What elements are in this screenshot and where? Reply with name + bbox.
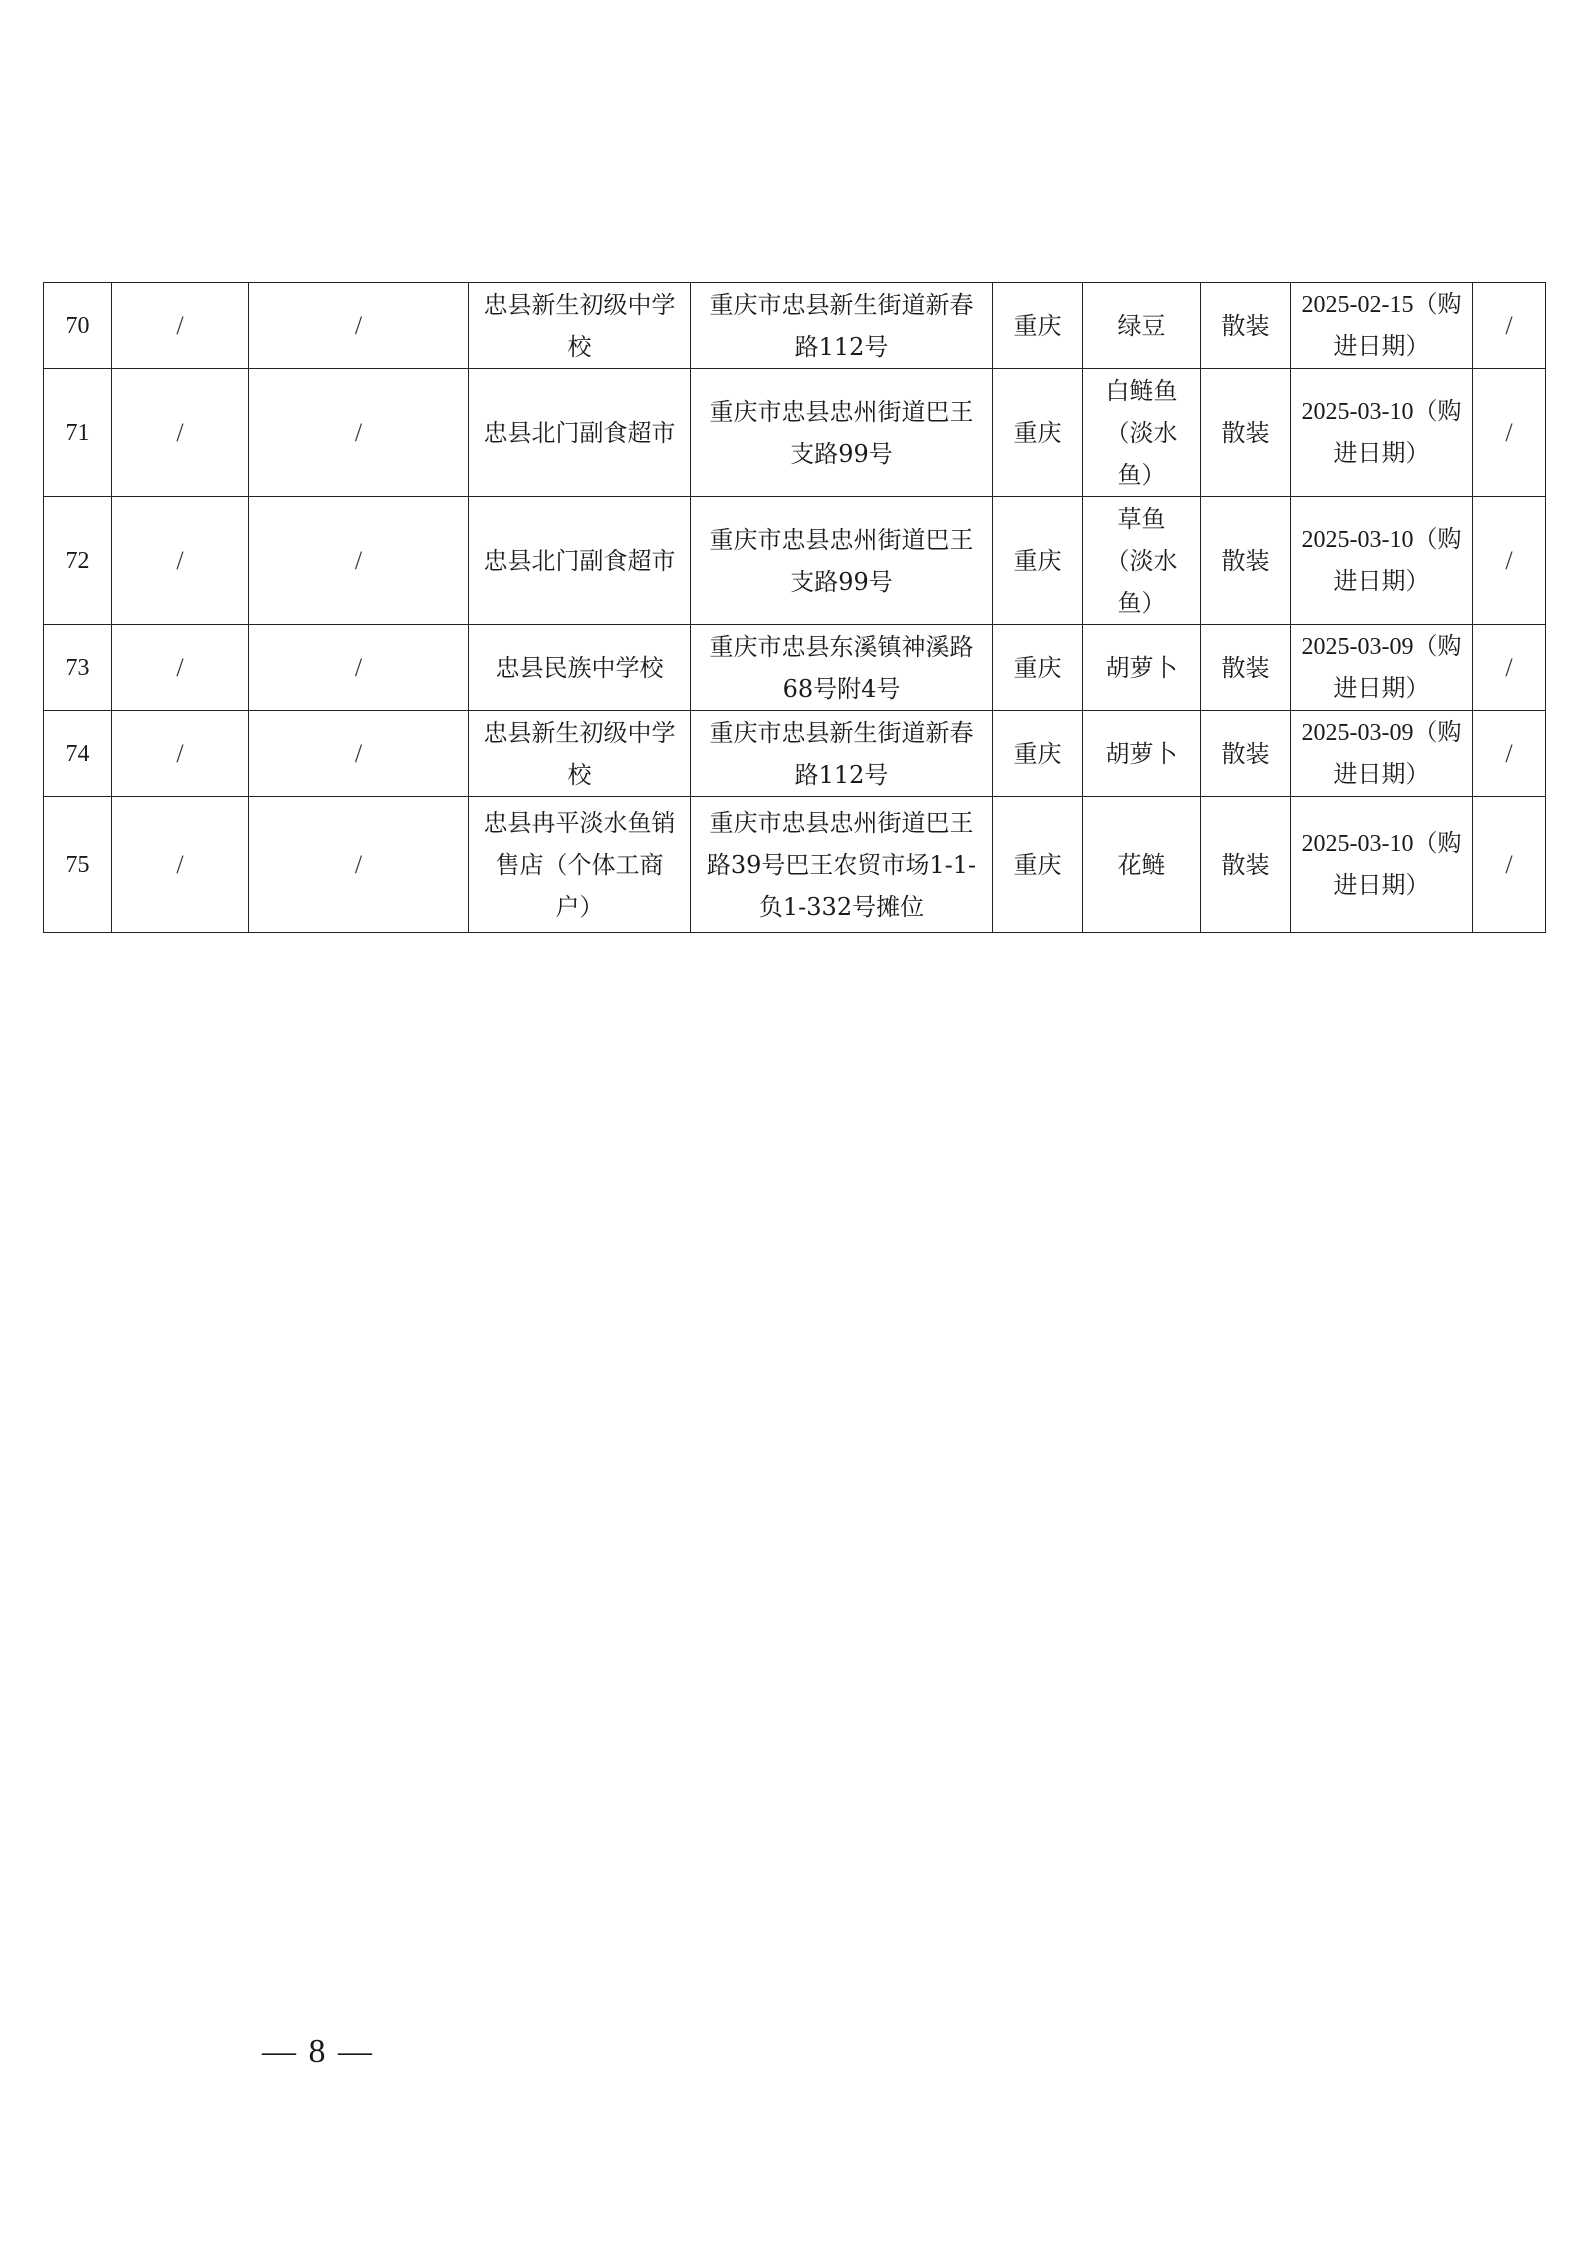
page-number: — 8 — xyxy=(262,2033,374,2070)
purchase-date-text: 2025-03-10（购进日期） xyxy=(1301,398,1462,467)
purchase-date xyxy=(1291,711,1473,797)
purchase-date xyxy=(1291,369,1473,497)
product-name-text: 草鱼（淡水鱼） xyxy=(1105,504,1178,617)
row-number: 72 xyxy=(44,497,112,625)
origin: 重庆 xyxy=(993,625,1083,711)
purchase-date-text: 2025-03-10（购进日期） xyxy=(1301,526,1462,595)
empty-cell: / xyxy=(249,283,469,369)
store-name-text: 忠县民族中学校 xyxy=(495,653,664,682)
store-address-text: 重庆市忠县东溪镇神溪路68号附4号 xyxy=(709,632,974,703)
purchase-date-text: 2025-03-09（购进日期） xyxy=(1301,719,1462,788)
store-name xyxy=(469,797,691,933)
product-name-text: 胡萝卜 xyxy=(1105,739,1178,768)
packaging: 散装 xyxy=(1201,797,1291,933)
store-address xyxy=(691,797,993,933)
packaging: 散装 xyxy=(1201,283,1291,369)
store-address-text: 重庆市忠县忠州街道巴王路39号巴王农贸市场1-1-负1-332号摊位 xyxy=(706,808,977,921)
purchase-date-text: 2025-03-09（购进日期） xyxy=(1301,633,1462,702)
packaging: 散装 xyxy=(1201,625,1291,711)
product-name xyxy=(1083,497,1201,625)
origin: 重庆 xyxy=(993,369,1083,497)
empty-cell: / xyxy=(1473,283,1546,369)
product-name-text: 白鲢鱼（淡水鱼） xyxy=(1105,376,1178,489)
empty-cell: / xyxy=(249,497,469,625)
store-address xyxy=(691,625,993,711)
store-name-text: 忠县冉平淡水鱼销售店（个体工商户） xyxy=(483,808,676,921)
store-address xyxy=(691,369,993,497)
product-name xyxy=(1083,625,1201,711)
origin: 重庆 xyxy=(993,797,1083,933)
purchase-date xyxy=(1291,283,1473,369)
product-name xyxy=(1083,369,1201,497)
empty-cell: / xyxy=(249,711,469,797)
packaging: 散装 xyxy=(1201,497,1291,625)
store-name xyxy=(469,283,691,369)
empty-cell: / xyxy=(112,283,249,369)
empty-cell: / xyxy=(249,369,469,497)
table-row xyxy=(44,625,1546,711)
product-name xyxy=(1083,797,1201,933)
origin: 重庆 xyxy=(993,711,1083,797)
store-name xyxy=(469,711,691,797)
purchase-date xyxy=(1291,797,1473,933)
empty-cell: / xyxy=(112,711,249,797)
product-name-text: 花鲢 xyxy=(1117,850,1166,879)
store-address-text: 重庆市忠县新生街道新春路112号 xyxy=(709,718,974,789)
row-number: 73 xyxy=(44,625,112,711)
product-name xyxy=(1083,283,1201,369)
store-name-text: 忠县新生初级中学校 xyxy=(483,290,676,361)
empty-cell: / xyxy=(112,497,249,625)
empty-cell: / xyxy=(1473,369,1546,497)
table-row xyxy=(44,497,1546,625)
store-address-text: 重庆市忠县忠州街道巴王支路99号 xyxy=(709,525,974,596)
empty-cell: / xyxy=(1473,497,1546,625)
store-address-text: 重庆市忠县新生街道新春路112号 xyxy=(709,290,974,361)
sampling-results-table xyxy=(43,282,1546,933)
product-name-text: 绿豆 xyxy=(1117,311,1166,340)
row-number: 74 xyxy=(44,711,112,797)
empty-cell: / xyxy=(112,369,249,497)
store-address-text: 重庆市忠县忠州街道巴王支路99号 xyxy=(709,397,974,468)
empty-cell: / xyxy=(249,797,469,933)
purchase-date-text: 2025-02-15（购进日期） xyxy=(1301,291,1462,360)
store-name-text: 忠县北门副食超市 xyxy=(483,418,676,447)
store-name xyxy=(469,625,691,711)
origin: 重庆 xyxy=(993,283,1083,369)
row-number: 71 xyxy=(44,369,112,497)
store-name xyxy=(469,497,691,625)
table-row xyxy=(44,283,1546,369)
store-address xyxy=(691,711,993,797)
product-name xyxy=(1083,711,1201,797)
table-row xyxy=(44,369,1546,497)
product-name-text: 胡萝卜 xyxy=(1105,653,1178,682)
purchase-date-text: 2025-03-10（购进日期） xyxy=(1301,830,1462,899)
row-number: 75 xyxy=(44,797,112,933)
table-row xyxy=(44,797,1546,933)
store-name-text: 忠县新生初级中学校 xyxy=(483,718,676,789)
row-number: 70 xyxy=(44,283,112,369)
purchase-date xyxy=(1291,497,1473,625)
empty-cell: / xyxy=(1473,797,1546,933)
packaging: 散装 xyxy=(1201,369,1291,497)
packaging: 散装 xyxy=(1201,711,1291,797)
table-row xyxy=(44,711,1546,797)
empty-cell: / xyxy=(1473,711,1546,797)
empty-cell: / xyxy=(1473,625,1546,711)
empty-cell: / xyxy=(112,797,249,933)
store-address xyxy=(691,283,993,369)
store-name xyxy=(469,369,691,497)
purchase-date xyxy=(1291,625,1473,711)
store-name-text: 忠县北门副食超市 xyxy=(483,546,676,575)
store-address xyxy=(691,497,993,625)
empty-cell: / xyxy=(112,625,249,711)
empty-cell: / xyxy=(249,625,469,711)
origin: 重庆 xyxy=(993,497,1083,625)
